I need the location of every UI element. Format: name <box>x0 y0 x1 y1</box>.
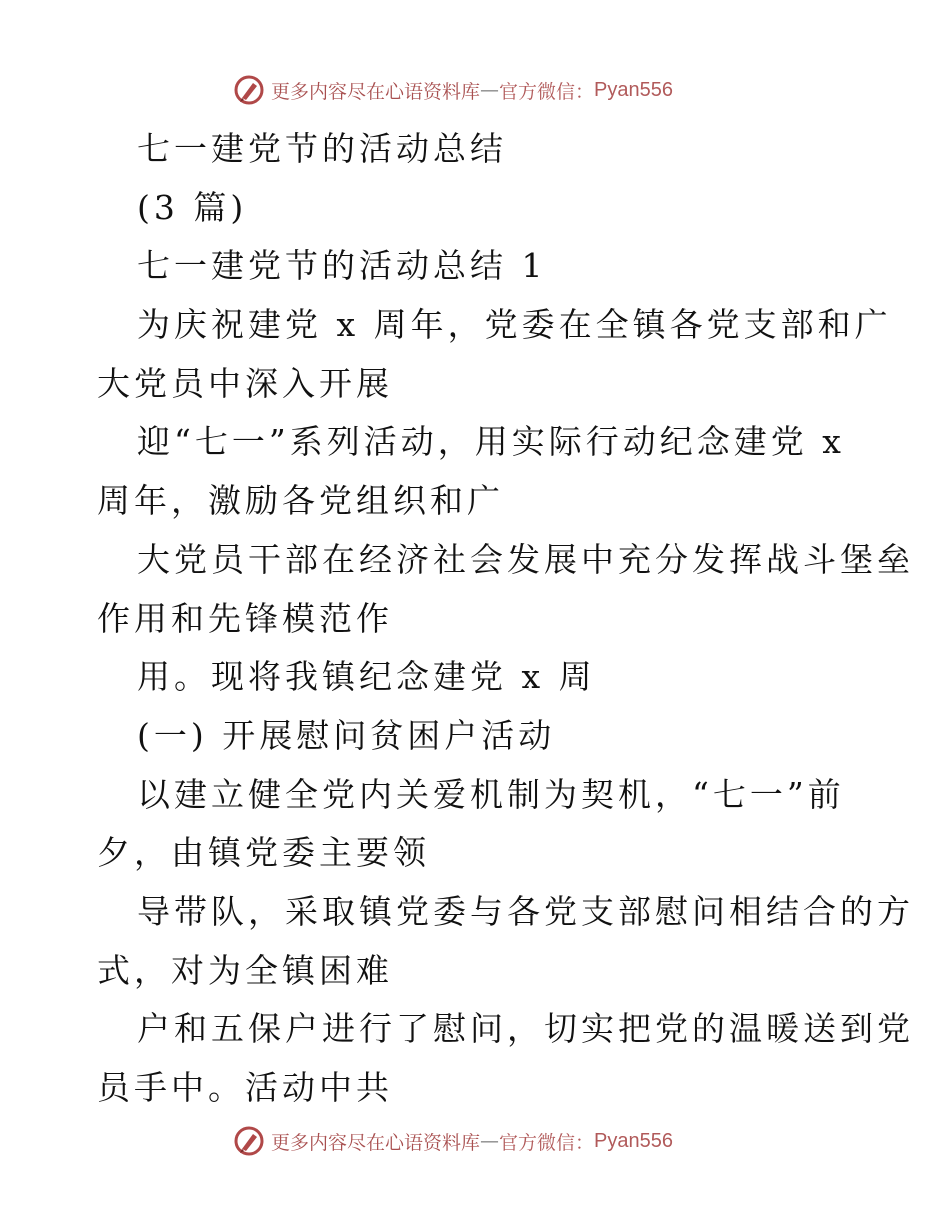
paragraph-line: 大党员干部在经济社会发展中充分发挥战斗堡垒 <box>137 539 914 579</box>
paragraph-line: 作用和先锋模范作 <box>97 598 393 638</box>
header-watermark <box>233 72 673 108</box>
watermark-separator: — <box>480 79 500 101</box>
document-title: 七一建党节的活动总结 <box>137 129 507 168</box>
watermark-id: Pyan556 <box>594 78 673 101</box>
paragraph-line: 导带队，采取镇党委与各党支部慰问相结合的方 <box>137 891 914 931</box>
subheading: (一) 开展慰问贫困户活动 <box>137 715 556 755</box>
paragraph-line: 为庆祝建党 x 周年，党委在全镇各党支部和广 <box>137 305 892 345</box>
section-title: 七一建党节的活动总结 1 <box>137 246 547 286</box>
paragraph-line: 迎“七一”系列活动，用实际行动纪念建党 x <box>137 422 845 462</box>
paragraph-line: 户和五保户进行了慰问，切实把党的温暖送到党 <box>137 1009 914 1049</box>
document-body <box>97 120 914 1118</box>
paragraph-line: 夕，由镇党委主要领 <box>97 833 430 873</box>
watermark-text: 更多内容尽在心语资料库 <box>271 1131 481 1154</box>
paragraph-line: 以建立健全党内关爱机制为契机，“七一”前 <box>137 774 845 814</box>
footer-watermark <box>233 1123 673 1159</box>
pen-logo-icon <box>233 74 265 106</box>
watermark-separator: — <box>480 1130 500 1152</box>
watermark-label: 官方微信： <box>499 80 595 103</box>
pen-logo-icon <box>233 1125 265 1157</box>
paragraph-line: 周年，激励各党组织和广 <box>97 481 504 521</box>
watermark-label: 官方微信： <box>499 1131 595 1154</box>
article-count: (3 篇) <box>137 187 248 227</box>
watermark-id: Pyan556 <box>594 1129 673 1152</box>
paragraph-line: 大党员中深入开展 <box>97 363 393 403</box>
watermark-text: 更多内容尽在心语资料库 <box>271 80 481 103</box>
paragraph-line: 式，对为全镇困难 <box>97 950 393 990</box>
paragraph-line: 员手中。活动中共 <box>97 1068 393 1107</box>
paragraph-line: 用。现将我镇纪念建党 x 周 <box>137 657 596 697</box>
